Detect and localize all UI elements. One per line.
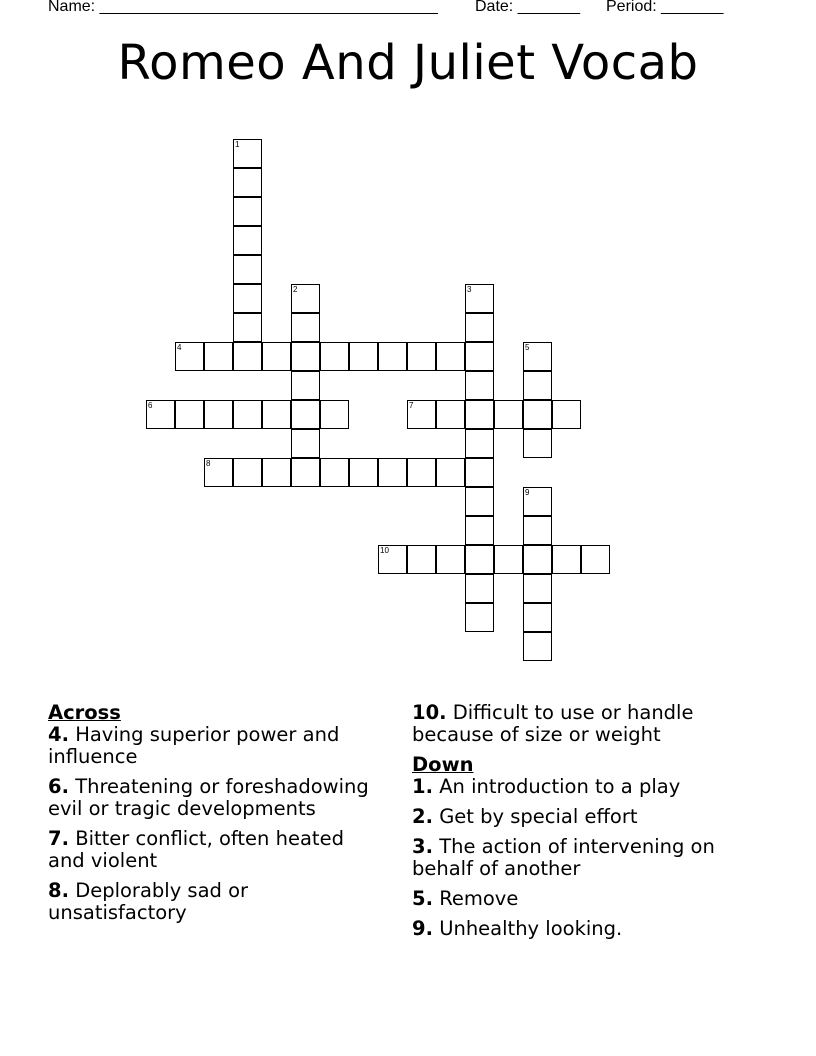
page-title: Romeo And Juliet Vocab — [117, 35, 699, 91]
clue-text: The action of intervening on behalf of another — [412, 835, 715, 880]
period-field-label: Period: _______ — [606, 0, 724, 15]
grid-cell[interactable] — [204, 342, 233, 371]
date-field-label: Date: _______ — [475, 0, 580, 15]
grid-cell[interactable] — [465, 458, 494, 487]
grid-cell[interactable] — [233, 313, 262, 342]
grid-cell[interactable] — [262, 458, 291, 487]
grid-cell[interactable] — [320, 400, 349, 429]
grid-cell[interactable] — [552, 400, 581, 429]
clue-number-label: 3 — [467, 285, 472, 294]
grid-cell[interactable] — [204, 400, 233, 429]
clue-across-6 — [48, 776, 378, 820]
grid-cell[interactable] — [465, 429, 494, 458]
grid-cell[interactable] — [378, 342, 407, 371]
grid-cell[interactable] — [465, 313, 494, 342]
grid-cell[interactable] — [378, 545, 407, 574]
clue-number-label: 7 — [409, 401, 414, 410]
clue-text: Bitter conflict, often heated and violent — [48, 827, 344, 872]
grid-cell[interactable] — [233, 226, 262, 255]
clue-number-label: 9 — [525, 488, 530, 497]
name-field-label: Name: ______________________________________ — [48, 0, 438, 15]
clue-number: 9. — [412, 917, 433, 940]
clue-text: Remove — [439, 887, 519, 910]
clue-text: Get by special effort — [439, 805, 638, 828]
grid-cell[interactable] — [436, 458, 465, 487]
clue-down-9 — [412, 918, 757, 940]
grid-cell[interactable] — [494, 400, 523, 429]
clue-number: 7. — [48, 827, 69, 850]
clue-text: Unhealthy looking. — [439, 917, 623, 940]
clue-text: Threatening or foreshadowing evil or tragic developments — [48, 775, 369, 820]
grid-cell[interactable] — [262, 400, 291, 429]
grid-cell[interactable] — [291, 284, 320, 313]
grid-cell[interactable] — [465, 545, 494, 574]
grid-cell[interactable] — [523, 371, 552, 400]
grid-cell[interactable] — [291, 313, 320, 342]
down-heading: Down — [412, 753, 474, 776]
clue-across-8 — [48, 880, 378, 924]
clue-number: 4. — [48, 723, 69, 746]
grid-cell[interactable] — [233, 458, 262, 487]
clue-number: 10. — [412, 701, 447, 724]
grid-cell[interactable] — [175, 342, 204, 371]
grid-cell[interactable] — [320, 458, 349, 487]
clue-across-4 — [48, 724, 378, 768]
grid-cell[interactable] — [233, 255, 262, 284]
grid-cell[interactable] — [523, 487, 552, 516]
clue-number: 3. — [412, 835, 433, 858]
grid-cell[interactable] — [233, 284, 262, 313]
clue-down-2 — [412, 806, 757, 828]
grid-cell[interactable] — [233, 197, 262, 226]
grid-cell[interactable] — [523, 545, 552, 574]
grid-cell[interactable] — [436, 400, 465, 429]
clues-right-column — [412, 702, 757, 948]
grid-cell[interactable] — [465, 603, 494, 632]
grid-cell[interactable] — [233, 139, 262, 168]
grid-cell[interactable] — [465, 371, 494, 400]
grid-cell[interactable] — [262, 342, 291, 371]
grid-cell[interactable] — [523, 400, 552, 429]
grid-cell[interactable] — [291, 400, 320, 429]
grid-cell[interactable] — [465, 574, 494, 603]
grid-cell[interactable] — [233, 400, 262, 429]
clue-down-3 — [412, 836, 757, 880]
clue-number: 2. — [412, 805, 433, 828]
grid-cell[interactable] — [523, 603, 552, 632]
grid-cell[interactable] — [523, 574, 552, 603]
grid-cell[interactable] — [465, 284, 494, 313]
grid-cell[interactable] — [407, 400, 436, 429]
grid-cell[interactable] — [523, 342, 552, 371]
clue-number: 5. — [412, 887, 433, 910]
clue-number-label: 1 — [235, 140, 240, 149]
clue-number-label: 5 — [525, 343, 530, 352]
grid-cell[interactable] — [233, 342, 262, 371]
clue-text: Difficult to use or handle because of size or weight — [412, 701, 694, 746]
grid-cell[interactable] — [407, 545, 436, 574]
clue-number: 8. — [48, 879, 69, 902]
clue-number-label: 10 — [380, 546, 389, 555]
grid-cell[interactable] — [407, 458, 436, 487]
grid-cell[interactable] — [407, 342, 436, 371]
grid-cell[interactable] — [436, 545, 465, 574]
grid-cell[interactable] — [552, 545, 581, 574]
clue-across-7 — [48, 828, 378, 872]
grid-cell[interactable] — [436, 342, 465, 371]
grid-cell[interactable] — [291, 342, 320, 371]
clue-text: An introduction to a play — [439, 775, 681, 798]
grid-cell[interactable] — [291, 429, 320, 458]
grid-cell[interactable] — [465, 342, 494, 371]
grid-cell[interactable] — [465, 400, 494, 429]
grid-cell[interactable] — [465, 487, 494, 516]
grid-cell[interactable] — [349, 342, 378, 371]
clue-text: Deplorably sad or unsatisfactory — [48, 879, 249, 924]
grid-cell[interactable] — [175, 400, 204, 429]
grid-cell[interactable] — [523, 516, 552, 545]
grid-cell[interactable] — [523, 429, 552, 458]
grid-cell[interactable] — [581, 545, 610, 574]
clue-across-10 — [412, 702, 757, 746]
clue-number-label: 4 — [177, 343, 182, 352]
grid-cell[interactable] — [146, 400, 175, 429]
clue-text: Having superior power and influence — [48, 723, 340, 768]
clue-number-label: 8 — [206, 459, 211, 468]
clue-number-label: 2 — [293, 285, 298, 294]
clue-number: 1. — [412, 775, 433, 798]
grid-cell[interactable] — [320, 342, 349, 371]
clue-down-1 — [412, 776, 757, 798]
grid-cell[interactable] — [291, 458, 320, 487]
grid-cell[interactable] — [291, 371, 320, 400]
clue-number-label: 6 — [148, 401, 153, 410]
grid-cell[interactable] — [465, 516, 494, 545]
grid-cell[interactable] — [204, 458, 233, 487]
clue-number: 6. — [48, 775, 69, 798]
grid-cell[interactable] — [523, 632, 552, 661]
grid-cell[interactable] — [494, 545, 523, 574]
grid-cell[interactable] — [349, 458, 378, 487]
clues-left-column — [48, 702, 378, 932]
grid-cell[interactable] — [378, 458, 407, 487]
clue-down-5 — [412, 888, 757, 910]
across-heading: Across — [48, 701, 121, 724]
grid-cell[interactable] — [233, 168, 262, 197]
